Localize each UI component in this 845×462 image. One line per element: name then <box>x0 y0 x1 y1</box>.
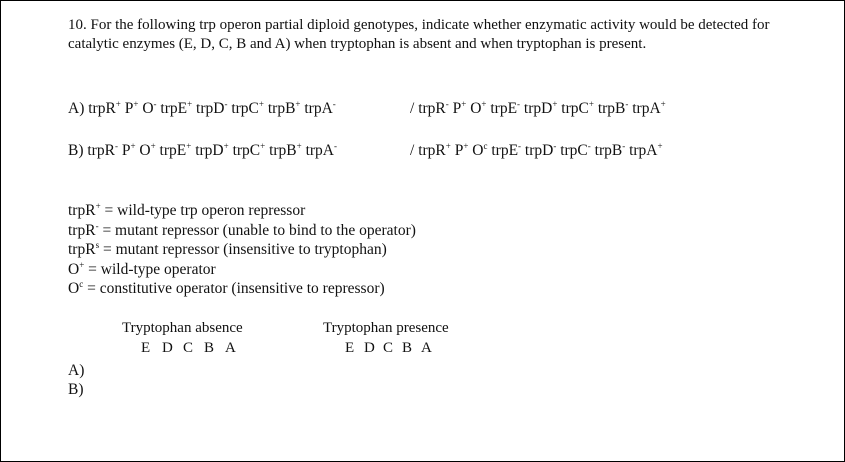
presence-enzymes <box>345 340 440 357</box>
enzyme-letter: E <box>141 340 151 356</box>
enzyme-letter: C <box>183 340 194 356</box>
allele: trpC+ <box>232 141 266 159</box>
enzyme-letter: B <box>402 340 413 356</box>
enzyme-letter: C <box>383 340 394 356</box>
allele: $O^c$ <box>472 141 488 159</box>
genotype-label: B) <box>68 142 88 159</box>
allele: O+ <box>139 141 156 159</box>
genotype-label: / <box>410 100 419 117</box>
allele: trpA- <box>304 99 336 117</box>
allele: P+ <box>454 141 469 159</box>
enzyme-letter: B <box>204 340 215 356</box>
allele: trpA+ <box>632 99 666 117</box>
legend-item: O+ = wild-type operator <box>68 259 216 278</box>
allele: trpR- <box>418 99 449 117</box>
allele: trpR- <box>87 141 118 159</box>
allele: P+ <box>121 141 136 159</box>
allele: trpC+ <box>231 99 264 117</box>
row-label-b: B) <box>68 381 84 398</box>
allele: trpD+ <box>523 99 558 117</box>
enzyme-letter: E <box>345 340 355 356</box>
question-text <box>68 16 788 54</box>
allele: trpR+ <box>418 141 451 159</box>
enzyme-letter: A <box>225 340 236 356</box>
enzyme-letter: A <box>421 340 432 356</box>
enzyme-letter: D <box>364 340 375 356</box>
question-number: 10. <box>68 17 87 33</box>
allele: trpC+ <box>561 99 594 117</box>
legend-item: trpR- = mutant repressor (unable to bind to the operator) <box>68 220 416 239</box>
genotype-label: / <box>410 142 419 159</box>
allele: trpE- <box>491 141 522 159</box>
allele: trpD+ <box>195 141 229 159</box>
allele: O- <box>142 99 157 117</box>
genotype-a-right <box>410 100 666 118</box>
genotype-b-left <box>68 142 337 160</box>
allele: trpE+ <box>159 141 192 159</box>
allele: P+ <box>452 99 467 117</box>
allele: trpD- <box>196 99 228 117</box>
genotype-label: A) <box>68 100 89 117</box>
allele: trpC- <box>560 141 591 159</box>
allele: trpD- <box>524 141 557 159</box>
legend-item: trpR+ = wild-type trp operon repressor <box>68 201 306 219</box>
allele: trpB+ <box>269 141 302 159</box>
allele: trpA- <box>305 141 338 159</box>
question-body: For the following trp operon partial diploid genotypes, indicate whether enzymatic activity would be detected for catalytic enzymes (E, D, C, B and A) when tryptophan is absent and when tryptophan is present. <box>68 17 770 52</box>
allele: P+ <box>124 99 139 117</box>
allele: trpE- <box>490 99 521 117</box>
allele: trpB- <box>597 99 629 117</box>
enzyme-letter: D <box>162 340 173 356</box>
absence-enzymes <box>141 340 246 357</box>
allele: trpB+ <box>267 99 301 117</box>
allele: trpB- <box>594 141 626 159</box>
allele-legend <box>68 201 416 299</box>
presence-header: Tryptophan presence <box>323 320 449 336</box>
allele: trpA+ <box>629 141 663 159</box>
allele: O+ <box>470 99 487 117</box>
row-label-a: A) <box>68 362 85 379</box>
legend-item: $O^c$ = constitutive operator (insensitive to repressor) <box>68 279 385 297</box>
absence-header: Tryptophan absence <box>122 320 243 336</box>
legend-item: trpR$^s$ = mutant repressor (insensitive to tryptophan) <box>68 240 387 258</box>
genotype-a-left <box>68 100 336 118</box>
allele: trpR+ <box>88 99 121 117</box>
genotype-b-right <box>410 142 663 160</box>
allele: trpE+ <box>160 99 193 117</box>
